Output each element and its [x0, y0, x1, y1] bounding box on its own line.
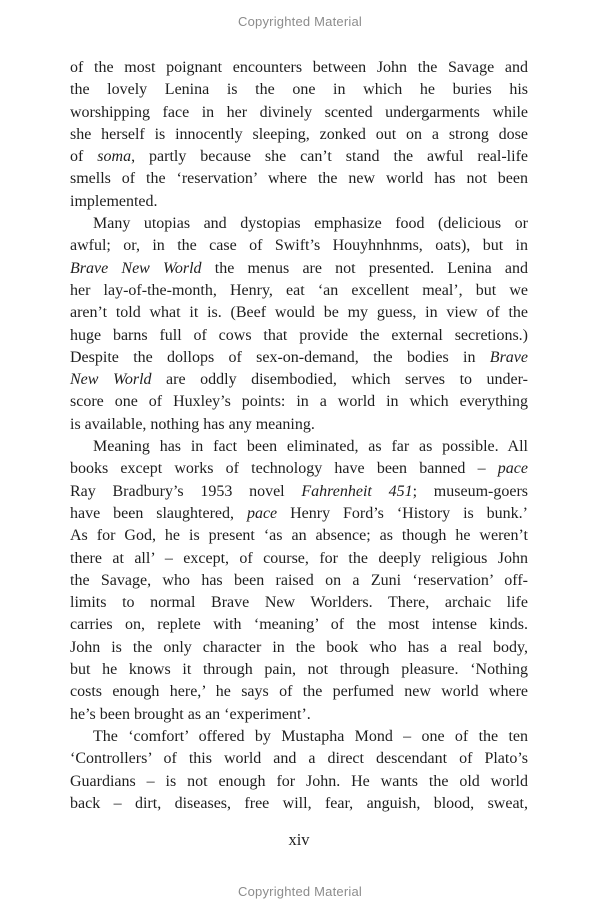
- plain-text: costs enough here,’ he says of the perfumed new world where: [70, 683, 528, 701]
- italic-text: Brave: [489, 348, 528, 366]
- text-line: [70, 614, 528, 636]
- text-line: [70, 771, 528, 793]
- text-line: [70, 79, 528, 101]
- plain-text: of the most poignant encounters between John the Savage and: [70, 59, 528, 76]
- plain-text: Despite the dollops of sex-on-demand, the bodies in: [70, 348, 490, 366]
- italic-text: Fahrenheit 451: [301, 482, 413, 500]
- text-line: [70, 503, 528, 525]
- text-line: [70, 302, 528, 324]
- text-line: [70, 637, 528, 659]
- text-line: [70, 124, 528, 146]
- text-line: [70, 325, 528, 347]
- plain-text: , partly because she can’t stand the awful real-life: [131, 148, 529, 166]
- plain-text: she herself is innocently sleeping, zonked out on a strong dose: [70, 125, 528, 143]
- plain-text: implemented.: [70, 192, 158, 210]
- text-line: [70, 258, 528, 280]
- text-line: [70, 681, 528, 703]
- paragraph: [70, 726, 528, 815]
- text-line: [70, 481, 528, 503]
- plain-text: huge barns full of cows that provide the external secretions.): [70, 326, 528, 344]
- plain-text: The ‘comfort’ offered by Mustapha Mond – one of the ten: [93, 727, 528, 745]
- plain-text: score one of Huxley’s points: in a world in which everything: [70, 393, 528, 411]
- plain-text: worshipping face in her divinely scented undergarments while: [70, 103, 528, 121]
- text-line: [70, 659, 528, 681]
- paragraph: [70, 57, 528, 213]
- plain-text: the menus are not presented. Lenina and: [201, 259, 528, 277]
- plain-text: Many utopias and dystopias emphasize food (delicious or: [93, 215, 528, 233]
- plain-text: Ray Bradbury’s 1953 novel: [70, 482, 302, 500]
- plain-text: Henry Ford’s ‘History is bunk.’: [277, 504, 529, 522]
- text-line: [70, 391, 528, 413]
- text-line: [70, 704, 528, 726]
- plain-text: but he knows it through pain, not through pleasure. ‘Nothing: [70, 661, 528, 679]
- bottom-copyright-banner: Copyrighted Material: [238, 884, 362, 899]
- text-line: [70, 146, 528, 168]
- plain-text: ‘Controllers’ of this world and a direct descendant of Plato’s: [70, 750, 528, 768]
- text-line: [70, 191, 528, 213]
- plain-text: the Savage, who has been raised on a Zuni ‘reservation’ off-: [70, 571, 528, 589]
- plain-text: there at all’ – except, of course, for the deeply religious John: [70, 549, 528, 567]
- plain-text: carries on, replete with ‘meaning’ of the most intense kinds.: [70, 616, 528, 634]
- text-line: [70, 793, 528, 815]
- text-line: [70, 57, 528, 79]
- plain-text: aren’t told what it is. (Beef would be my guess, in view of the: [70, 304, 528, 322]
- text-line: [70, 548, 528, 570]
- italic-text: Brave New World: [70, 259, 202, 277]
- plain-text: As for God, he is present ‘as an absence; as though he weren’t: [70, 527, 528, 545]
- text-line: [70, 102, 528, 124]
- italic-text: soma: [97, 148, 132, 166]
- plain-text: John is the only character in the book who has a real body,: [70, 638, 528, 656]
- text-line: [70, 414, 528, 436]
- text-line: [70, 235, 528, 257]
- plain-text: her lay-of-the-month, Henry, eat ‘an excellent meal’, but we: [70, 281, 528, 299]
- page-number: xiv: [288, 830, 310, 849]
- plain-text: limits to normal Brave New Worlders. There, archaic life: [70, 594, 528, 612]
- plain-text: is available, nothing has any meaning.: [70, 415, 315, 433]
- plain-text: awful; or, in the case of Swift’s Houyhnhnms, oats), but in: [70, 237, 528, 255]
- text-line: [70, 436, 528, 458]
- paragraph: [70, 213, 528, 436]
- text-line: [70, 726, 528, 748]
- text-line: [70, 570, 528, 592]
- body-text: [70, 57, 528, 815]
- plain-text: he’s been brought as an ‘experiment’.: [70, 705, 311, 723]
- plain-text: Guardians – is not enough for John. He wants the old world: [70, 772, 528, 790]
- text-line: [70, 213, 528, 235]
- text-line: [70, 369, 528, 391]
- text-line: [70, 525, 528, 547]
- italic-text: pace: [497, 460, 528, 478]
- plain-text: the lovely Lenina is the one in which he buries his: [70, 81, 528, 99]
- top-copyright-banner: Copyrighted Material: [238, 14, 362, 29]
- plain-text: smells of the ‘reservation’ where the new world has not been: [70, 170, 528, 188]
- plain-text: ; museum-goers: [412, 482, 529, 500]
- plain-text: books except works of technology have been banned –: [70, 460, 498, 478]
- text-line: [70, 168, 528, 190]
- text-line: [70, 280, 528, 302]
- text-line: [70, 458, 528, 480]
- plain-text: have been slaughtered,: [70, 504, 247, 522]
- paragraph: [70, 436, 528, 726]
- text-line: [70, 347, 528, 369]
- plain-text: are oddly disembodied, which serves to under-: [151, 371, 528, 389]
- plain-text: of: [70, 148, 98, 166]
- italic-text: New World: [70, 371, 152, 389]
- plain-text: back – dirt, diseases, free will, fear, anguish, blood, sweat,: [70, 794, 528, 812]
- text-line: [70, 592, 528, 614]
- text-line: [70, 748, 528, 770]
- italic-text: pace: [246, 504, 278, 522]
- plain-text: Meaning has in fact been eliminated, as far as possible. All: [93, 438, 528, 456]
